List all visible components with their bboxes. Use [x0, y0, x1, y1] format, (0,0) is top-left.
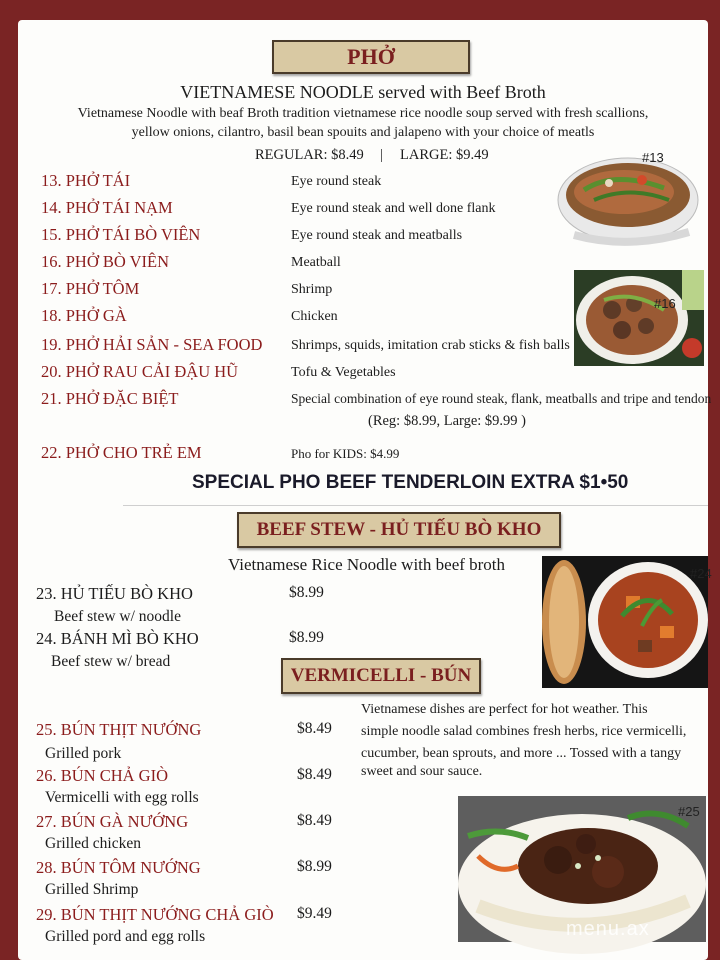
pho-item-18-desc: Chicken: [291, 309, 338, 324]
beef-stew-photo: [542, 556, 708, 688]
bun-item-28-price: $8.99: [297, 858, 332, 875]
beef-stew-banner: BEEF STEW - HỦ TIẾU BÒ KHO: [237, 512, 561, 548]
bun-item-25-price: $8.49: [297, 720, 332, 737]
pho-subtitle: VIETNAMESE NOODLE served with Beef Broth: [180, 82, 546, 102]
bun-item-29-price: $9.49: [297, 905, 332, 922]
vermicelli-desc-line-4: sweet and sour sauce.: [361, 764, 483, 779]
pho-item-15: 15. PHỞ TÁI BÒ VIÊN: [41, 225, 201, 244]
bun-item-26-sub: Vermicelli with egg rolls: [45, 789, 199, 806]
vermicelli-desc-line-3: cucumber, bean sprouts, and more ... Tossed with a tangy: [361, 746, 682, 761]
stew-item-24-sub: Beef stew w/ bread: [51, 653, 171, 670]
pho-item-18: 18. PHỞ GÀ: [41, 306, 127, 325]
pho-tenderloin-extra: SPECIAL PHO BEEF TENDERLOIN EXTRA $1•50: [192, 472, 629, 493]
pho-item-20-desc: Tofu & Vegetables: [291, 365, 396, 380]
bun-item-25-sub: Grilled pork: [45, 745, 122, 762]
beef-stew-subtitle: Vietnamese Rice Noodle with beef broth: [228, 555, 506, 574]
section-divider: [123, 505, 708, 506]
stew-item-23: 23. HỦ TIẾU BÒ KHO: [36, 584, 193, 603]
pho-item-21: 21. PHỞ ĐẶC BIỆT: [41, 389, 179, 408]
pho-item-19: 19. PHỞ HẢI SẢN - SEA FOOD: [41, 335, 263, 354]
pho-item-16-desc: Meatball: [291, 255, 341, 270]
menu-page: [18, 20, 712, 960]
pho-regular-price: REGULAR: $8.49: [255, 147, 364, 163]
watermark-logo: menu.ax: [566, 918, 650, 940]
pho-description-line-1: Vietnamese Noodle with beaf Broth tradition vietnamese rice noodle soup served with fresh scallions,: [77, 106, 649, 121]
pho-item-13-desc: Eye round steak: [291, 174, 382, 189]
pho-item-16: 16. PHỞ BÒ VIÊN: [41, 252, 170, 271]
pho-item-22-desc: Pho for KIDS: $4.99: [291, 446, 400, 461]
vermicelli-photo-tag: #25: [678, 804, 700, 819]
vermicelli-banner: VERMICELLI - BÚN: [281, 658, 481, 694]
pho-price-separator: |: [380, 147, 383, 163]
vermicelli-desc-line-2: simple noodle salad combines fresh herbs, rice vermicelli,: [361, 724, 687, 739]
pho-13-photo-tag: #13: [642, 150, 664, 165]
pho-item-14-desc: Eye round steak and well done flank: [291, 201, 496, 216]
pho-item-22: 22. PHỞ CHO TRẺ EM: [41, 443, 202, 462]
bun-item-26-price: $8.49: [297, 766, 332, 783]
bun-item-29-sub: Grilled pord and egg rolls: [45, 928, 206, 945]
pho-16-photo-tag: #16: [654, 296, 676, 311]
pho-large-price: LARGE: $9.49: [400, 147, 489, 163]
stew-item-23-price: $8.99: [289, 584, 324, 601]
pho-item-17-desc: Shrimp: [291, 282, 333, 297]
bun-item-25: 25. BÚN THỊT NƯỚNG: [36, 720, 202, 739]
stew-item-24: 24. BÁNH MÌ BÒ KHO: [36, 629, 199, 648]
pho-description-line-2: yellow onions, cilantro, basil bean spouits and jalapeno with your choice of meatls: [131, 125, 595, 140]
pho-item-17: 17. PHỞ TÔM: [41, 279, 140, 298]
bun-item-29: 29. BÚN THỊT NƯỚNG CHẢ GIÒ: [36, 905, 274, 924]
bun-item-27: 27. BÚN GÀ NƯỚNG: [36, 812, 189, 831]
pho-banner: PHỞ: [272, 40, 470, 74]
pho-item-19-desc: Shrimps, squids, imitation crab sticks & fish balls: [291, 338, 570, 353]
pho-item-13: 13. PHỞ TÁI: [41, 171, 131, 190]
stew-item-23-sub: Beef stew w/ noodle: [54, 608, 181, 625]
bun-item-27-sub: Grilled chicken: [45, 835, 141, 852]
stew-item-24-price: $8.99: [289, 629, 324, 646]
pho-13-photo: [554, 150, 704, 250]
pho-item-21-price: (Reg: $8.99, Large: $9.99 ): [368, 413, 526, 429]
bun-item-26: 26. BÚN CHẢ GIÒ: [36, 766, 168, 785]
pho-item-20: 20. PHỞ RAU CẢI ĐẬU HŨ: [41, 362, 239, 381]
pho-item-15-desc: Eye round steak and meatballs: [291, 228, 463, 243]
pho-item-14: 14. PHỞ TÁI NẠM: [41, 198, 173, 217]
bun-item-28-sub: Grilled Shrimp: [45, 881, 139, 898]
beef-stew-photo-tag: #24: [690, 566, 712, 581]
pho-item-21-desc: Special combination of eye round steak, flank, meatballs and tripe and tendon: [291, 391, 712, 406]
pho-16-photo: [574, 270, 704, 366]
bun-item-28: 28. BÚN TÔM NƯỚNG: [36, 858, 201, 877]
vermicelli-desc-line-1: Vietnamese dishes are perfect for hot weather. This: [361, 702, 648, 717]
bun-item-27-price: $8.49: [297, 812, 332, 829]
